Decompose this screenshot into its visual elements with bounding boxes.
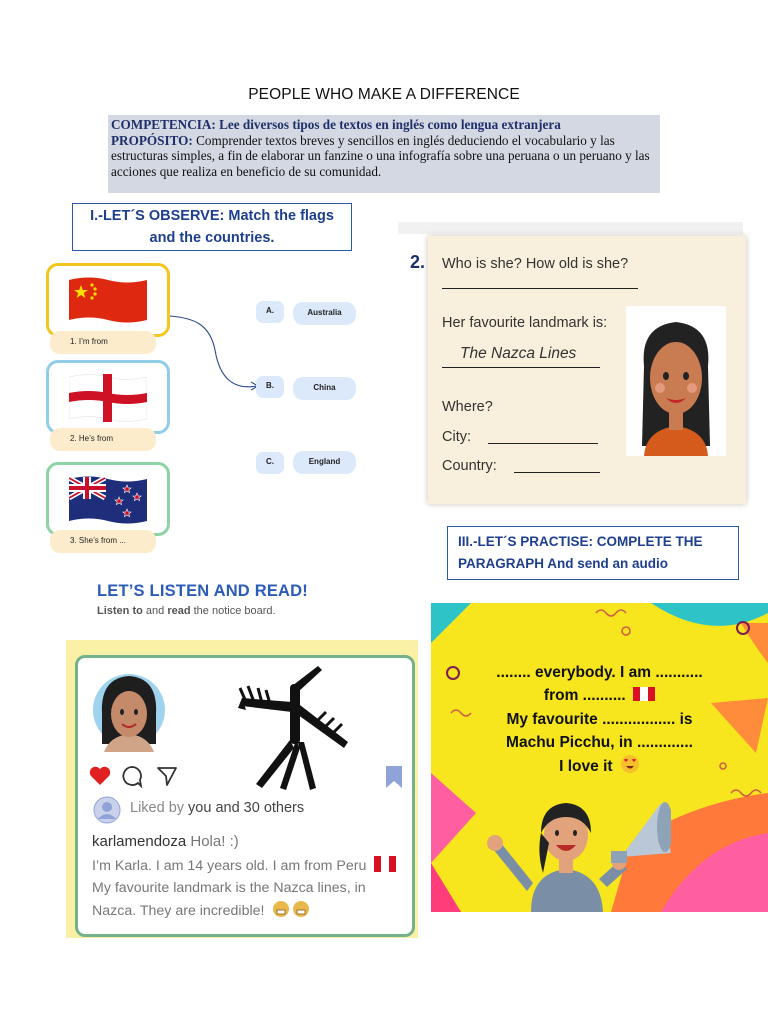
girl-portrait-icon (626, 306, 726, 456)
poster-paragraph (431, 661, 768, 778)
listen-sub-post: the notice board. (190, 605, 276, 617)
peru-flag-icon (633, 687, 655, 701)
england-flag-icon (69, 374, 147, 422)
option-country-england[interactable]: England (293, 451, 356, 474)
country-label: Country: (442, 458, 497, 474)
match-arrow (165, 310, 265, 392)
poster-line-2-text: from .......... (543, 687, 626, 705)
heart-eyes-emoji-icon (620, 754, 640, 774)
post-username[interactable]: karlamendoza (92, 833, 187, 850)
option-letter-c: C. (256, 452, 284, 474)
who-card-shadow (398, 222, 743, 234)
where-label: Where? (442, 399, 493, 415)
option-country-china[interactable]: China (293, 377, 356, 400)
flag-label-1: 1. I’m from (50, 331, 156, 354)
flag-card-england[interactable] (46, 360, 170, 434)
post-line-3 (92, 899, 414, 922)
competencia-box (108, 115, 660, 193)
post-line-3-text: Nazca. They are incredible! (92, 903, 265, 919)
listen-sub-mid: and (142, 605, 168, 617)
listen-read-subtitle (97, 605, 276, 617)
china-flag-icon (69, 277, 147, 323)
poster-line-5-text: I love it (559, 758, 613, 776)
practise-title-line1: III.-LET´S PRACTISE: COMPLETE THE (458, 534, 703, 549)
city-label: City: (442, 429, 471, 445)
listen-sub-pre: Listen to (97, 605, 143, 617)
poster-line-3: My favourite ................. is (506, 710, 693, 728)
emoji-faces-icon (272, 899, 312, 919)
nazca-condor-icon (236, 662, 356, 792)
flag-label-3: 3. She’s from ... (50, 530, 156, 553)
poster-line-1: ........ everybody. I am ........... (496, 664, 703, 681)
post-greeting: Hola! :) (186, 833, 239, 850)
section-number-2: 2. (410, 252, 426, 272)
landmark-answer: The Nazca Lines (460, 345, 577, 362)
flag-card-new-zealand[interactable] (46, 462, 170, 536)
share-icon[interactable] (155, 764, 179, 788)
page-title: PEOPLE WHO MAKE A DIFFERENCE (248, 86, 520, 103)
liked-by-text (130, 800, 304, 816)
observe-section-title (72, 203, 352, 251)
user-icon (92, 795, 122, 825)
flag-card-china[interactable] (46, 263, 170, 337)
post-body (92, 855, 414, 922)
proposito-label: PROPÓSITO: (111, 132, 193, 148)
proposito-text: Comprender textos breves y sencillos en inglés deduciendo el vocabulario y las estructuras simples, a fin de elaborar un fanzine o una infografía sobre una peruana o un peruano y las acciones que realiza en beneficio de su comunidad. (111, 132, 650, 179)
option-letter-b: B. (256, 376, 284, 398)
answer-line-landmark[interactable] (442, 367, 600, 368)
country-input-line[interactable] (514, 472, 600, 473)
poster-line-4: Machu Picchu, in ............. (506, 733, 693, 751)
post-line-2: My favourite landmark is the Nazca lines, in (92, 880, 366, 896)
comment-icon[interactable] (120, 764, 144, 788)
who-is-she-card (428, 236, 746, 504)
city-input-line[interactable] (488, 443, 598, 444)
heart-like-icon[interactable] (88, 765, 112, 787)
option-letter-a: A. (256, 301, 284, 323)
poster-line-2 (431, 684, 768, 707)
observe-title-line1: I.-LET´S OBSERVE: Match the flags (90, 208, 334, 224)
answer-line-who[interactable] (442, 288, 638, 289)
liked-bold: you and 30 others (188, 800, 305, 816)
listen-sub-read: read (167, 605, 191, 617)
peru-flag-icon (374, 856, 396, 872)
option-country-australia[interactable]: Australia (293, 302, 356, 325)
flag-label-2: 2. He’s from (50, 428, 156, 451)
landmark-label: Her favourite landmark is: (442, 315, 608, 331)
competencia-label: COMPETENCIA: (111, 117, 216, 132)
practise-poster (431, 603, 768, 912)
post-line-1 (92, 855, 414, 877)
karla-avatar (92, 664, 166, 754)
bookmark-icon[interactable] (384, 764, 404, 790)
practise-title-line2: PARAGRAPH And send an audio (458, 556, 669, 571)
poster-line-5 (431, 754, 768, 778)
practise-section-title (447, 526, 739, 580)
girl-megaphone-icon (471, 783, 671, 912)
post-header (92, 833, 239, 850)
new-zealand-flag-icon (69, 476, 147, 524)
competencia-text: Lee diversos tipos de textos en inglés como lengua extranjera (215, 117, 561, 132)
liked-pre: Liked by (130, 800, 189, 816)
listen-read-title: LET’S LISTEN AND READ! (97, 582, 308, 600)
observe-title-line2: and the countries. (149, 230, 275, 246)
who-question: Who is she? How old is she? (442, 256, 629, 272)
post-line-1-text: I’m Karla. I am 14 years old. I am from Peru (92, 858, 367, 874)
